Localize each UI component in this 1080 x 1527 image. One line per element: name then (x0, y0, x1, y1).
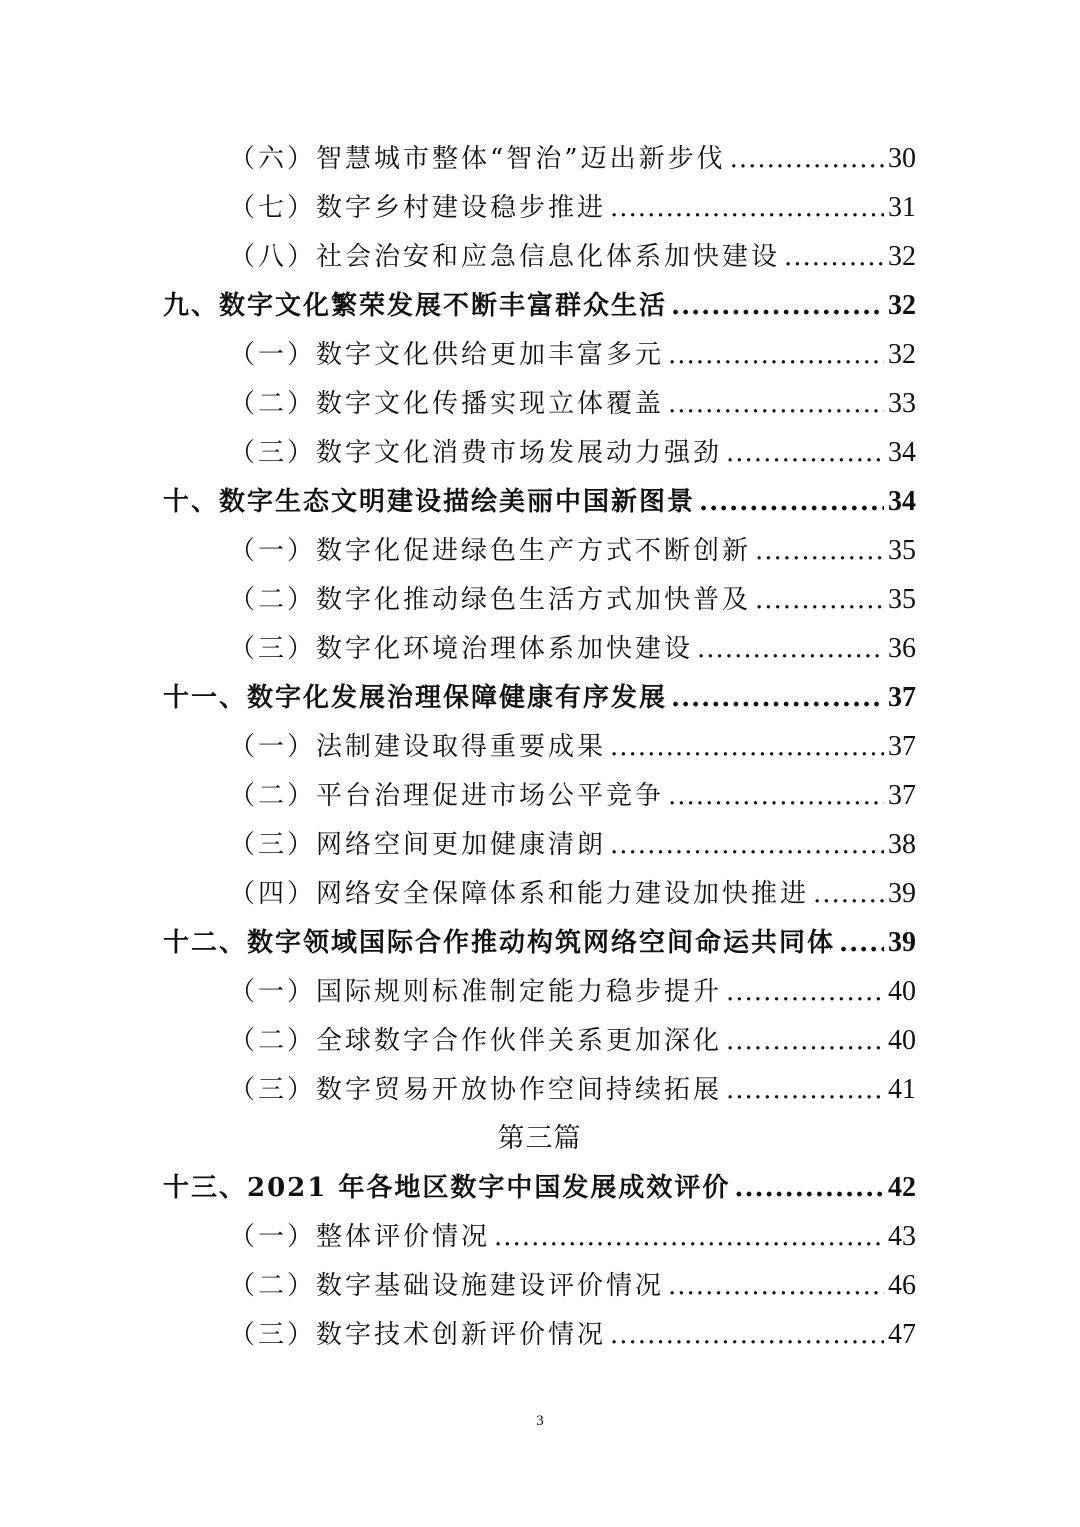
toc-entry-page: 47 (888, 1319, 916, 1350)
dot-leader (494, 1213, 884, 1262)
toc-entry[interactable] (163, 1212, 916, 1261)
toc-entry[interactable] (163, 575, 916, 624)
table-of-contents (163, 134, 916, 1359)
toc-chapter-title: 十、数字生态文明建设描绘美丽中国新图景 (163, 487, 696, 517)
toc-entry-page: 35 (888, 584, 916, 615)
toc-entry-page: 37 (888, 731, 916, 762)
toc-chapter[interactable] (163, 918, 916, 967)
toc-entry-title: （二）全球数字合作伙伴关系更加深化 (229, 1026, 723, 1056)
toc-entry-page: 33 (888, 388, 916, 419)
dot-leader (726, 429, 884, 478)
dot-leader (730, 135, 884, 184)
toc-entry-title: （七）数字乡村建设稳步推进 (229, 193, 607, 223)
toc-entry[interactable] (163, 134, 916, 183)
toc-entry-title: （三）数字化环境治理体系加快建设 (229, 634, 694, 664)
toc-entry-page: 35 (888, 535, 916, 566)
dot-leader (755, 576, 884, 625)
dot-leader (755, 527, 884, 576)
toc-entry-title: （一）数字化促进绿色生产方式不断创新 (229, 536, 752, 566)
toc-entry[interactable] (163, 1016, 916, 1065)
dot-leader (699, 478, 884, 527)
toc-entry-title: （一）国际规则标准制定能力稳步提升 (229, 977, 723, 1007)
dot-leader (671, 282, 884, 331)
toc-entry[interactable] (163, 820, 916, 869)
toc-entry-page: 37 (888, 780, 916, 811)
toc-entry-page: 32 (888, 241, 916, 272)
toc-entry[interactable] (163, 869, 916, 918)
toc-entry[interactable] (163, 428, 916, 477)
toc-entry[interactable] (163, 1065, 916, 1114)
toc-entry[interactable] (163, 1310, 916, 1359)
toc-chapter-page: 32 (888, 290, 916, 321)
toc-entry-page: 31 (888, 192, 916, 223)
toc-entry-title: （六）智慧城市整体“智治”迈出新步伐 (229, 144, 726, 174)
dot-leader (671, 674, 884, 723)
toc-entry-title: （三）数字技术创新评价情况 (229, 1320, 607, 1350)
toc-entry-page: 40 (888, 1025, 916, 1056)
toc-entry-page: 38 (888, 829, 916, 860)
toc-chapter-page: 42 (888, 1172, 916, 1203)
toc-chapter[interactable] (163, 673, 916, 722)
toc-entry-page: 32 (888, 339, 916, 370)
toc-entry-page: 39 (888, 878, 916, 909)
toc-entry-title: （四）网络安全保障体系和能力建设加快推进 (229, 879, 810, 909)
dot-leader (697, 625, 884, 674)
toc-entry-title: （八）社会治安和应急信息化体系加快建设 (229, 242, 781, 272)
toc-entry-page: 43 (888, 1221, 916, 1252)
toc-entry-page: 40 (888, 976, 916, 1007)
dot-leader (784, 233, 884, 282)
toc-entry-title: （一）数字文化供给更加丰富多元 (229, 340, 665, 370)
dot-leader (726, 1017, 884, 1066)
toc-entry-title: （三）网络空间更加健康清朗 (229, 830, 607, 860)
toc-entry[interactable] (163, 330, 916, 379)
toc-chapter[interactable] (163, 1163, 916, 1212)
toc-entry-title: （三）数字贸易开放协作空间持续拓展 (229, 1075, 723, 1105)
toc-entry[interactable] (163, 771, 916, 820)
dot-leader (668, 331, 884, 380)
toc-entry-title: （二）平台治理促进市场公平竞争 (229, 781, 665, 811)
dot-leader (610, 184, 884, 233)
toc-chapter-title: 九、数字文化繁荣发展不断丰富群众生活 (163, 291, 668, 321)
toc-chapter-page: 34 (888, 486, 916, 517)
dot-leader (610, 1311, 884, 1360)
dot-leader (726, 1066, 884, 1115)
toc-chapter-title: 十三、2021 年各地区数字中国发展成效评价 (163, 1173, 731, 1203)
part-heading: 第三篇 (497, 1123, 582, 1154)
toc-entry-title: （一）整体评价情况 (229, 1222, 491, 1252)
toc-entry-page: 41 (888, 1074, 916, 1105)
toc-entry-title: （二）数字基础设施建设评价情况 (229, 1271, 665, 1301)
toc-entry[interactable] (163, 1261, 916, 1310)
toc-entry[interactable] (163, 232, 916, 281)
toc-entry[interactable] (163, 624, 916, 673)
toc-chapter-page: 39 (888, 927, 916, 958)
toc-entry[interactable] (163, 967, 916, 1016)
dot-leader (610, 821, 884, 870)
dot-leader (668, 772, 884, 821)
dot-leader (610, 723, 884, 772)
toc-entry[interactable] (163, 526, 916, 575)
toc-entry[interactable] (163, 722, 916, 771)
toc-chapter-page: 37 (888, 682, 916, 713)
dot-leader (839, 919, 884, 968)
toc-entry-title: （二）数字文化传播实现立体覆盖 (229, 389, 665, 419)
toc-chapter[interactable] (163, 281, 916, 330)
toc-entry-page: 36 (888, 633, 916, 664)
toc-entry-page: 46 (888, 1270, 916, 1301)
toc-entry-title: （三）数字文化消费市场发展动力强劲 (229, 438, 723, 468)
toc-entry-page: 30 (888, 143, 916, 174)
toc-entry[interactable] (163, 379, 916, 428)
dot-leader (668, 1262, 884, 1311)
dot-leader (734, 1164, 884, 1213)
toc-entry-title: （二）数字化推动绿色生活方式加快普及 (229, 585, 752, 615)
dot-leader (668, 380, 884, 429)
toc-entry-page: 34 (888, 437, 916, 468)
toc-entry-title: （一）法制建设取得重要成果 (229, 732, 607, 762)
toc-chapter-title: 十二、数字领域国际合作推动构筑网络空间命运共同体 (163, 928, 836, 958)
dot-leader (813, 870, 884, 919)
page-number: 3 (536, 1413, 544, 1429)
dot-leader (726, 968, 884, 1017)
toc-chapter-title: 十一、数字化发展治理保障健康有序发展 (163, 683, 668, 713)
toc-entry[interactable] (163, 183, 916, 232)
toc-chapter[interactable] (163, 477, 916, 526)
